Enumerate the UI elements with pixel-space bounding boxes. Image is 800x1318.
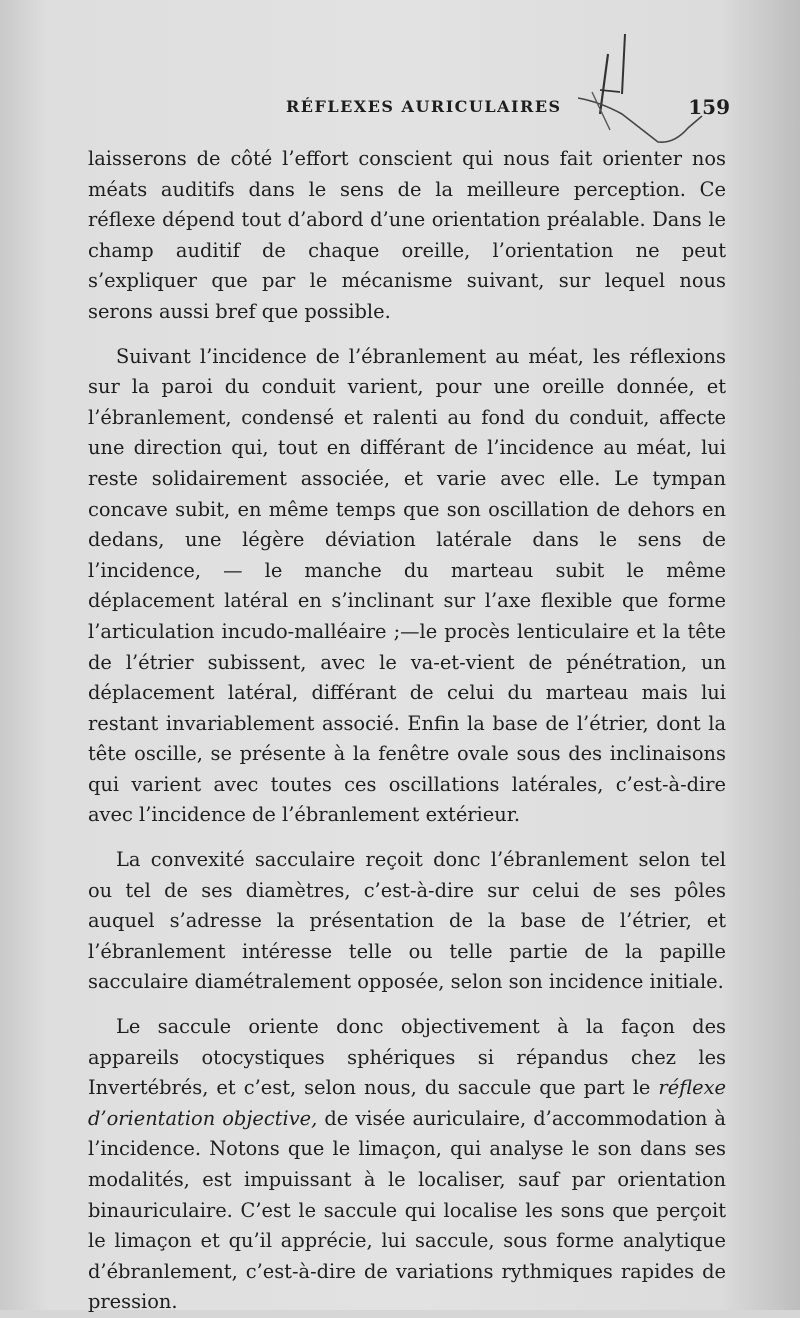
handwritten-pencil-mark-icon xyxy=(570,32,710,147)
paragraph-4-text-start: Le saccule oriente donc objectivement à la façon des appareils otocystiques sphériques si répandus chez les Invertébrés, et c’est, selon nous, du saccule que part le xyxy=(88,1015,726,1100)
body-text xyxy=(88,144,726,1318)
paragraph-1: laisserons de côté l’effort conscient qui nous fait orienter nos méats auditifs dans le sens de la meilleure perception. Ce réflexe dépend tout d’abord d’une orientation préalable. Dans le champ auditif de chaque oreille, l’orientation ne peut s’expliquer que par le mécanisme suivant, sur lequel nous serons aussi bref que possible. xyxy=(88,147,726,323)
page-number: 159 xyxy=(688,95,730,119)
italic-term: réflexe d’orientation objective, xyxy=(88,1076,726,1130)
paragraph-4 xyxy=(88,1012,726,1318)
paragraph-2: Suivant l’incidence de l’ébranlement au méat, les réflexions sur la paroi du conduit varient, pour une oreille donnée, et l’ébranlement, condensé et ralenti au fond du conduit, affecte une direction qui, tout en différant de l’incidence au méat, lui reste solidairement associée, et varie avec elle. Le tympan concave subit, en même temps que son oscillation de dehors en dedans, une légère déviation latérale dans le sens de l’incidence, — le manche du marteau subit le même déplacement latéral en s’inclinant sur l’axe flexible que forme l’articulation incudo-malléaire ;—le procès lenticulaire et la tête de l’étrier subissent, avec le va-et-vient de pénétration, un déplacement latéral, différant de celui du marteau mais lui restant invariablement associé. Enfin la base de l’étrier, dont la tête oscille, se présente à la fenêtre ovale sous des inclinaisons qui varient avec toutes ces oscillations latérales, c’est-à-dire avec l’incidence de l’ébranlement extérieur. xyxy=(88,344,726,827)
running-head: RÉFLEXES AURICULAIRES xyxy=(286,97,562,116)
paragraph-4-text-end: de visée auriculaire, d’accommodation à l’incidence. Notons que le limaçon, qui analyse le son dans ses modalités, est impuissant à le localiser, sauf par orientation binauriculaire. C’est le saccule qui localise les sons que perçoit le limaçon et qu’il apprécie, lui saccule, sous forme analytique d’ébranlement, c’est-à-dire de variations rythmiques rapides de pression. xyxy=(88,1106,726,1314)
paragraph-3: La convexité sacculaire reçoit donc l’ébranlement selon tel ou tel de ses diamètres, c’est-à-dire sur celui de ses pôles auquel s’adresse la présentation de la base de l’étrier, et l’ébranlement intéresse telle ou telle partie de la papille sacculaire diamétralement opposée, selon son incidence initiale. xyxy=(88,848,726,994)
